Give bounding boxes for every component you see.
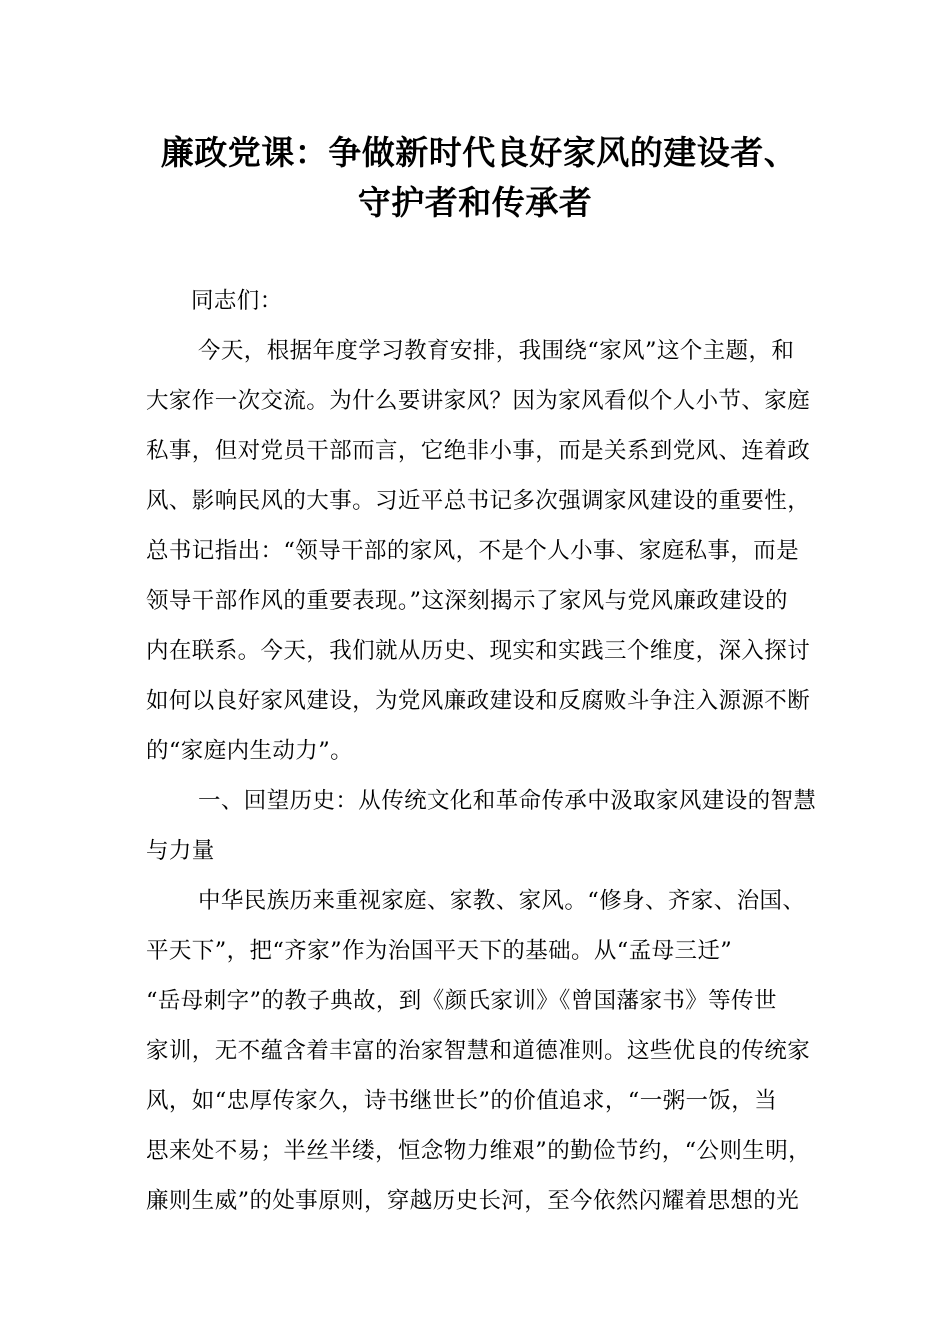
paragraph-line: 大家作一次交流。为什么要讲家风？因为家风看似个人小节、家庭 bbox=[146, 388, 811, 414]
paragraph-line: 中华民族历来重视家庭、家教、家风。“修身、齐家、治国、 bbox=[198, 888, 806, 914]
paragraph-line: 今天，根据年度学习教育安排，我围绕“家风”这个主题，和 bbox=[198, 338, 795, 364]
paragraph-line: 思来处不易；半丝半缕，恒念物力维艰”的勤俭节约，“公则生明， bbox=[146, 1138, 812, 1164]
paragraph-line: 总书记指出：“领导干部的家风，不是个人小事、家庭私事，而是 bbox=[146, 538, 800, 564]
paragraph-history bbox=[146, 876, 826, 1226]
paragraph-line: 私事，但对党员干部而言，它绝非小事，而是关系到党风、连着政 bbox=[146, 438, 811, 464]
paragraph-line: 的“家庭内生动力”。 bbox=[146, 738, 354, 764]
title-line-2: 守护者和传承者 bbox=[357, 183, 593, 222]
document-body bbox=[146, 276, 826, 1226]
paragraph-line: 领导干部作风的重要表现。”这深刻揭示了家风与党风廉政建设的 bbox=[146, 588, 788, 614]
paragraph-line: 家训，无不蕴含着丰富的治家智慧和道德准则。这些优良的传统家 bbox=[146, 1038, 811, 1064]
paragraph-line: 风，如“忠厚传家久，诗书继世长”的价值追求，“一粥一饭，当 bbox=[146, 1088, 778, 1114]
paragraph-intro bbox=[146, 326, 826, 776]
document-title bbox=[0, 128, 950, 228]
paragraph-line: 廉则生威”的处事原则，穿越历史长河，至今依然闪耀着思想的光 bbox=[146, 1188, 800, 1214]
heading-line: 与力量 bbox=[146, 838, 215, 864]
salutation: 同志们： bbox=[191, 288, 283, 314]
heading-line: 一、回望历史：从传统文化和革命传承中汲取家风建设的智慧 bbox=[198, 788, 817, 814]
paragraph-line: 风、影响民风的大事。习近平总书记多次强调家风建设的重要性， bbox=[146, 488, 811, 514]
paragraph-line: 如何以良好家风建设，为党风廉政建设和反腐败斗争注入源源不断 bbox=[146, 688, 811, 714]
section-heading-1 bbox=[146, 776, 826, 876]
paragraph-line: 内在联系。今天，我们就从历史、现实和实践三个维度，深入探讨 bbox=[146, 638, 811, 664]
paragraph-line: “岳母刺字”的教子典故，到《颜氏家训》《曾国藩家书》等传世 bbox=[146, 988, 777, 1014]
paragraph-line: 平天下”，把“齐家”作为治国平天下的基础。从“孟母三迁” bbox=[146, 938, 733, 964]
title-line-1: 廉政党课：争做新时代良好家风的建设者、 bbox=[160, 133, 798, 172]
